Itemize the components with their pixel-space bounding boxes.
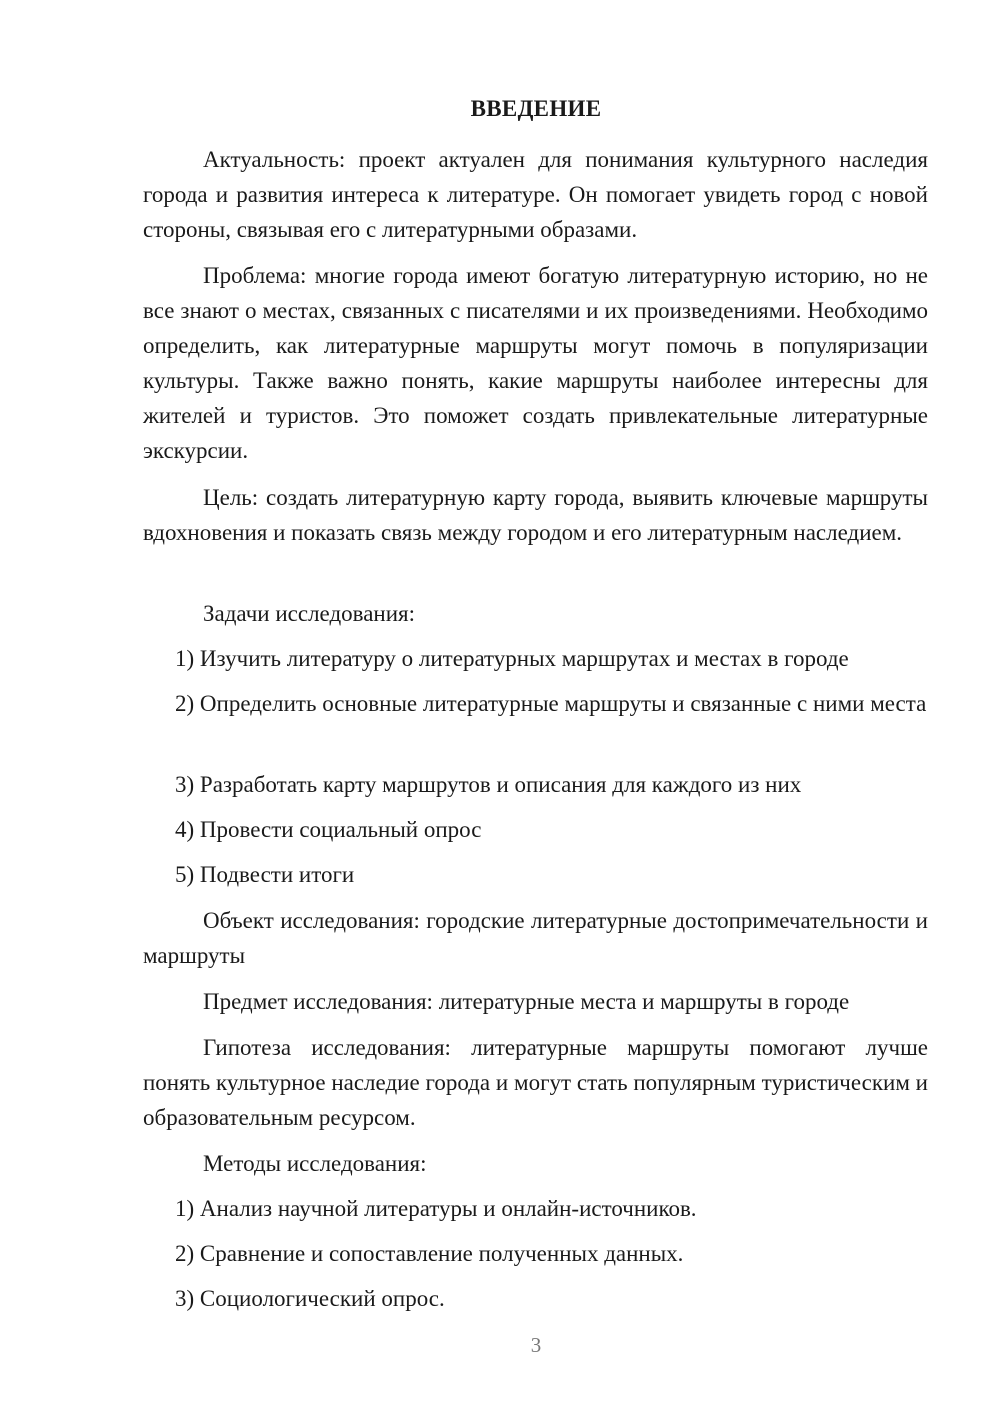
tasks-title: Задачи исследования: — [203, 601, 416, 626]
methods-title: Методы исследования: — [203, 1151, 427, 1176]
relevance-paragraph: Актуальность: проект актуален для понимания культурного наследия города и развития интереса к литературе. Он помогает увидеть город с новой стороны, связывая его с литературными образами. — [143, 147, 928, 242]
page-number: 3 — [530, 1333, 542, 1357]
task-item: 5) Подвести итоги — [175, 862, 355, 887]
method-item: 2) Сравнение и сопоставление полученных данных. — [175, 1241, 684, 1266]
object-paragraph: Объект исследования: городские литературные достопримечательности и маршруты — [143, 908, 928, 968]
method-item: 3) Социологический опрос. — [175, 1286, 445, 1311]
task-item: 1) Изучить литературу о литературных маршрутах и местах в городе — [175, 646, 849, 671]
task-item: 2) Определить основные литературные маршруты и связанные с ними места — [175, 691, 927, 716]
method-item: 1) Анализ научной литературы и онлайн-источников. — [175, 1196, 697, 1221]
problem-paragraph: Проблема: многие города имеют богатую литературную историю, но не все знают о местах, связанных с писателями и их произведениями. Необходимо определить, как литературные маршруты могут помочь в популяризации культуры. Также важно понять, какие маршруты наиболее интересны для жителей и туристов. Это поможет создать привлекательные литературные экскурсии. — [143, 263, 928, 463]
goal-paragraph: Цель: создать литературную карту города, выявить ключевые маршруты вдохновения и показать связь между городом и его литературным наследием. — [143, 485, 928, 545]
task-item: 3) Разработать карту маршрутов и описания для каждого из них — [175, 772, 802, 797]
task-item: 4) Провести социальный опрос — [175, 817, 482, 842]
hypothesis-paragraph: Гипотеза исследования: литературные маршруты помогают лучше понять культурное наследие города и могут стать популярным туристическим и образовательным ресурсом. — [143, 1035, 928, 1130]
subject-paragraph: Предмет исследования: литературные места и маршруты в городе — [203, 989, 850, 1014]
section-heading: ВВЕДЕНИЕ — [470, 96, 602, 121]
